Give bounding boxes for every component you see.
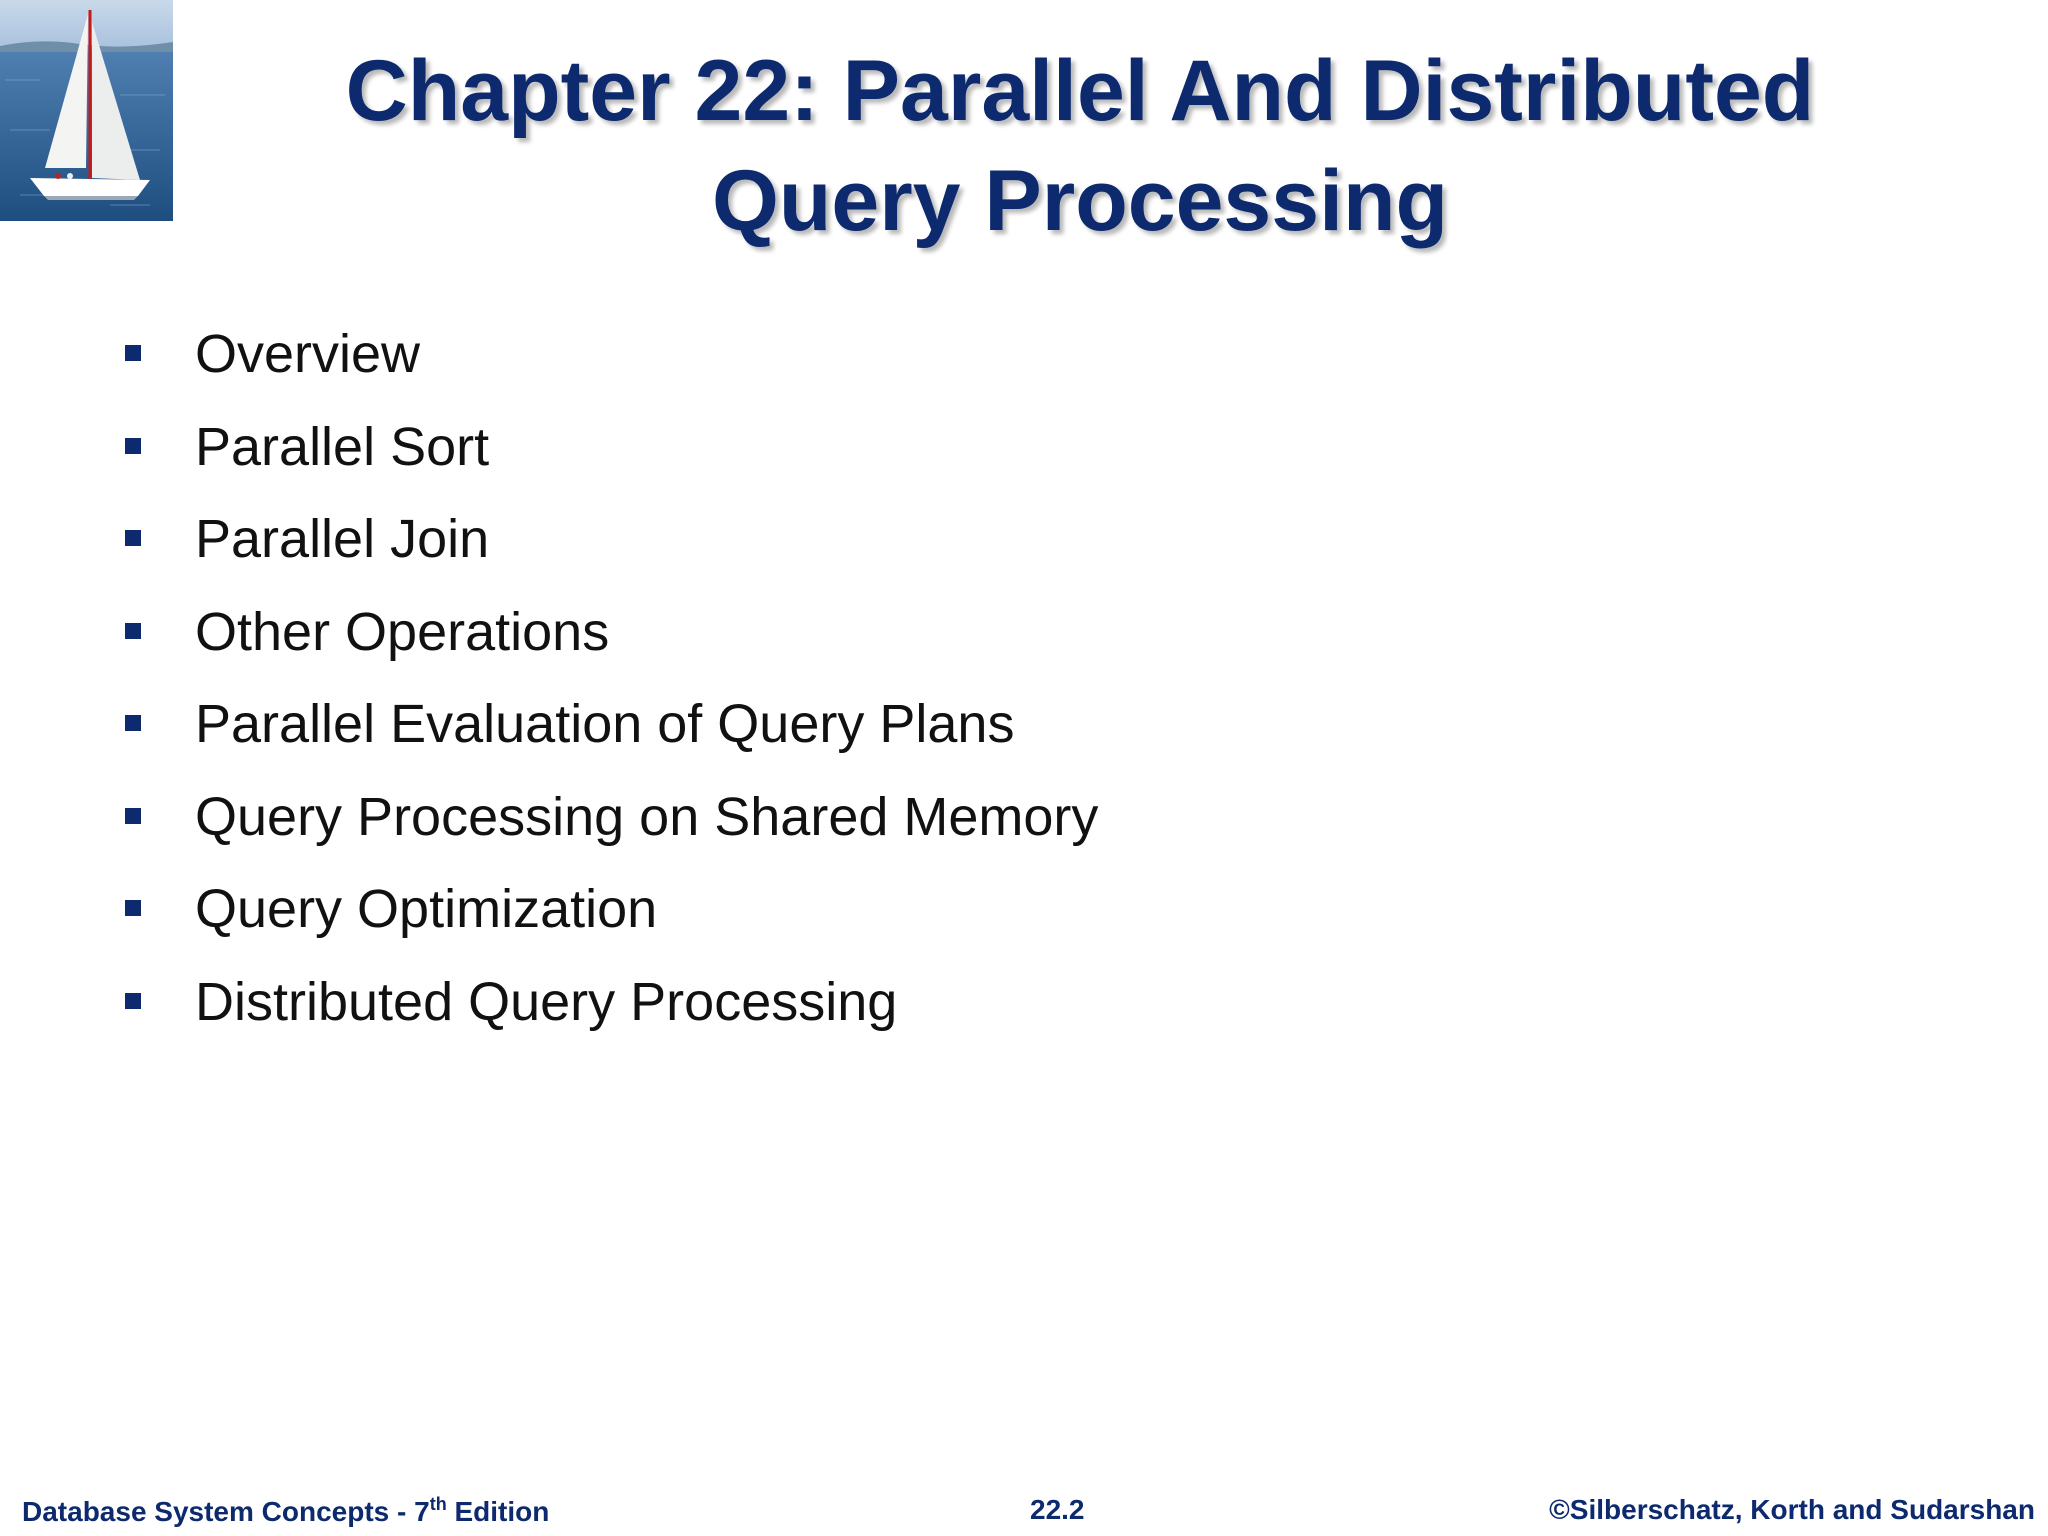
square-bullet-icon bbox=[125, 530, 141, 546]
footer-book-title bbox=[22, 1494, 549, 1528]
slide-footer bbox=[0, 1494, 2048, 1534]
square-bullet-icon bbox=[125, 623, 141, 639]
bullet-list bbox=[125, 318, 1098, 1058]
square-bullet-icon bbox=[125, 808, 141, 824]
bullet-item-parallel-sort bbox=[125, 411, 1098, 504]
bullet-text: Distributed Query Processing bbox=[195, 971, 898, 1032]
square-bullet-icon bbox=[125, 993, 141, 1009]
bullet-text: Query Optimization bbox=[195, 879, 658, 939]
square-bullet-icon bbox=[125, 900, 141, 916]
bullet-item-overview bbox=[125, 318, 1098, 411]
slide-title-line-1: Chapter 22: Parallel And Distributed bbox=[345, 43, 1815, 139]
bullet-text: Other Operations bbox=[195, 601, 610, 662]
square-bullet-icon bbox=[125, 438, 141, 454]
slide-title-line-2: Query Processing bbox=[711, 153, 1449, 249]
sailboat-logo-image bbox=[0, 0, 173, 221]
bullet-text: Overview bbox=[195, 324, 421, 384]
slide-title bbox=[200, 36, 1960, 256]
footer-page-number: 22.2 bbox=[1030, 1494, 1085, 1525]
footer-copyright: ©Silberschatz, Korth and Sudarshan bbox=[1549, 1494, 2035, 1525]
bullet-text: Parallel Sort bbox=[195, 416, 490, 477]
square-bullet-icon bbox=[125, 715, 141, 731]
bullet-item-shared-memory bbox=[125, 781, 1098, 874]
bullet-item-other-operations bbox=[125, 596, 1098, 689]
bullet-item-query-optimization bbox=[125, 873, 1098, 966]
footer-book-suffix: Edition bbox=[446, 1496, 550, 1527]
bullet-item-distributed-query-processing bbox=[125, 966, 1098, 1059]
footer-book-superscript: th bbox=[429, 1494, 447, 1514]
bullet-text: Parallel Evaluation of Query Plans bbox=[195, 694, 1015, 754]
footer-book-prefix: Database System Concepts - 7 bbox=[22, 1496, 430, 1527]
bullet-text: Parallel Join bbox=[195, 509, 490, 569]
square-bullet-icon bbox=[125, 345, 141, 361]
bullet-item-parallel-join bbox=[125, 503, 1098, 596]
bullet-item-parallel-evaluation bbox=[125, 688, 1098, 781]
bullet-text: Query Processing on Shared Memory bbox=[195, 786, 1099, 847]
